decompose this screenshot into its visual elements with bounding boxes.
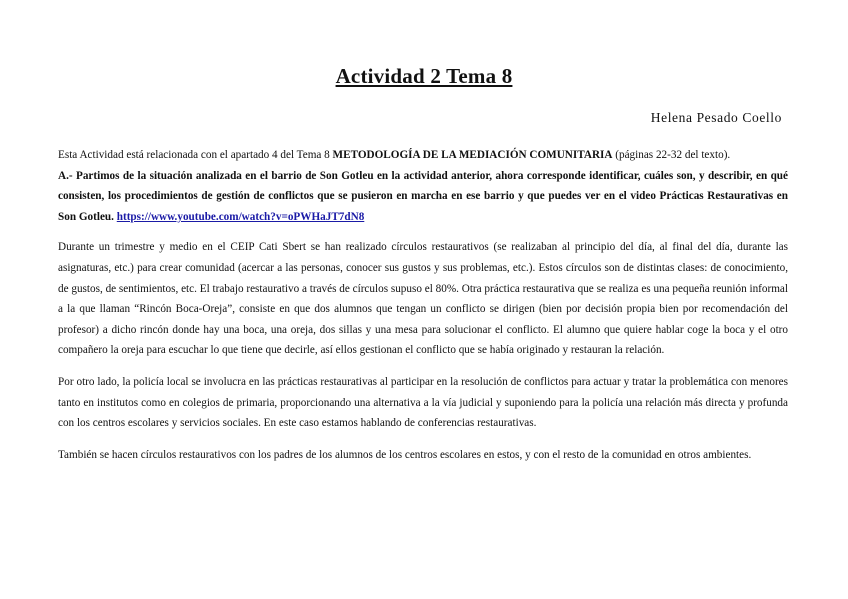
document-title: Actividad 2 Tema 8 [335, 64, 513, 88]
body-paragraph-3: También se hacen círculos restaurativos con los padres de los alumnos de los centros escolares en estos, y con el resto de la comunidad en otros ambientes. [58, 448, 752, 461]
intro-text-before: Esta Actividad está relacionada con el apartado 4 del Tema 8 [58, 149, 333, 161]
question-paragraph [58, 166, 788, 228]
document-body [58, 145, 788, 476]
section-title: METODOLOGÍA DE LA MEDIACIÓN COMUNITARIA [332, 149, 613, 161]
body-paragraph-1: Durante un trimestre y medio en el CEIP Cati Sbert se han realizado círculos restaurativos (se realizaban al principio del día, al final del día, durante las asignaturas, etc.) para crear comunidad (acercar a las personas, conocer sus gustos y sus problemas, etc.). Estos círculos son de distintas clases: de conocimiento, de gustos, de sentimientos, etc. El trabajo restaurativo a través de círculos supuso el 80%. Otra práctica restaurativa que se realiza es una pequeña reunión informal a la que llaman “Rincón Boca-Oreja”, consiste en que dos alumnos que tengan un conflicto se dirigen (bien por decisión propia bien por recomendación del profesor) a dicho rincón donde hay una boca, una oreja, dos sillas y una mesa para solucionar el conflicto. El alumno que quiere hablar coge la boca y el otro compañero la oreja para escuchar lo que tiene que decirle, así ellos gestionan el conflicto que se había originado y restauran la relación. [58, 241, 788, 357]
body-paragraph-2: Por otro lado, la policía local se involucra en las prácticas restaurativas al participar en la resolución de conflictos para actuar y tratar la problemática con menores tanto en institutos como en colegios de primaria, proporcionando una alternativa a la vía judicial y suponiendo para la policía una relación más directa y profunda con los centros escolares y servicios sociales. En este caso estamos hablando de conferencias restaurativas. [58, 375, 788, 430]
question-text: A.- Partimos de la situación analizada en el barrio de Son Gotleu en la actividad anterior, ahora corresponde identificar, cuáles son, y describir, en qué consisten, los procedimientos de gestión de conflictos que se pusieron en marcha en ese barrio y que puedes ver en el video Prácticas Restaurativas en Son Gotleu. [58, 169, 788, 223]
video-link[interactable]: https://www.youtube.com/watch?v=oPWHaJT7dN8 [116, 210, 365, 223]
intro-paragraph [58, 145, 788, 166]
author-name: Helena Pesado Coello [650, 110, 782, 125]
intro-text-after: (páginas 22-32 del texto). [612, 149, 731, 161]
